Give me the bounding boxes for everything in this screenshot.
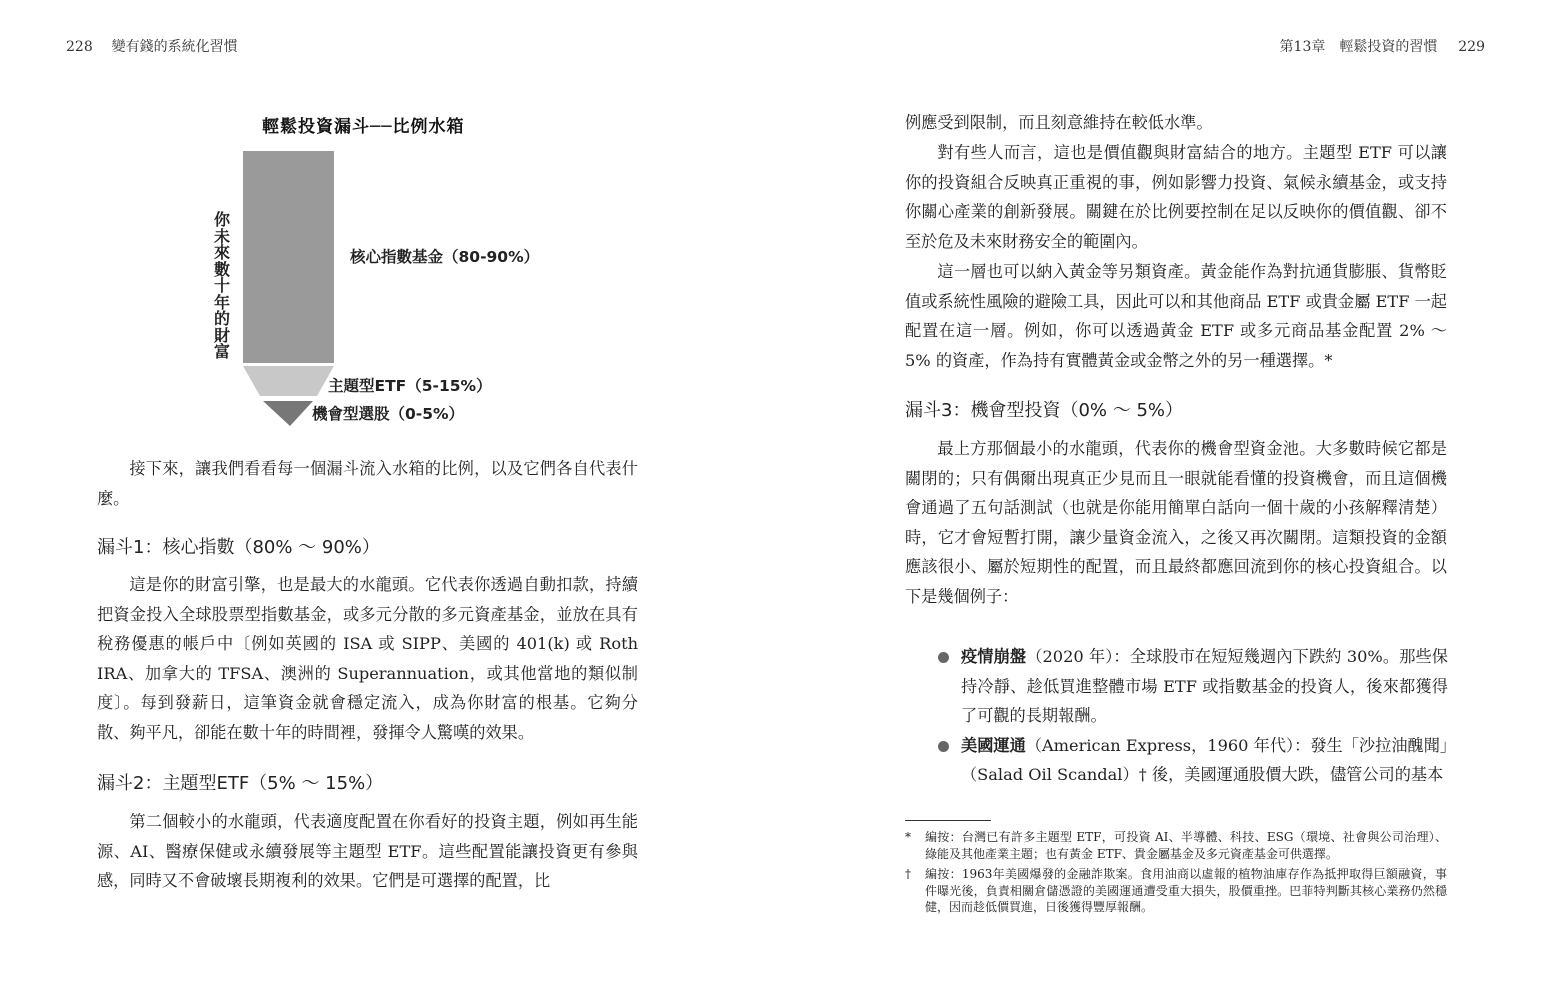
section1-body: 這是你的財富引擎，也是最大的水龍頭。它代表你透過自動扣款，持續把資金投入全球股票型指數基金，或多元分散的多元資產基金，並放在具有稅務優惠的帳戶中〔例如英國的 ISA 或 SIPP、美國的 401(k) 或 Roth IRA、加拿大的 TFSA、澳洲的 Superannuation，或其他當地的類似制度〕。每到發薪日，這筆資金就會穩定流入，成為你財富的根基。它夠分散、夠平凡，卻能在數十年的時間裡，發揮令人驚嘆的效果。 xyxy=(97,575,638,742)
list-item xyxy=(961,731,1448,790)
right-running-header xyxy=(1280,36,1485,56)
funnel-core-tank xyxy=(243,151,334,363)
chapter-title: 第13章 輕鬆投資的習慣 xyxy=(1279,39,1438,55)
intro-paragraph: 接下來，讓我們看看每一個漏斗流入水箱的比例，以及它們各自代表什麼。 xyxy=(97,459,638,508)
funnel-theme-section xyxy=(243,366,334,396)
section3-body: 最上方那個最小的水龍頭，代表你的機會型資金池。大多數時候它都是關閉的；只有偶爾出現真正少見而且一眼就能看懂的投資機會，而且這個機會通過了五句話測試（也就是你能用簡單白話向一個十歲的小孩解釋清楚）時，它才會短暫打開，讓少量資金流入，之後又再次關閉。這類投資的金額應該很小、屬於短期性的配置，而且最終都應回流到你的核心投資組合。以下是幾個例子： xyxy=(905,439,1447,606)
example-term: 美國運通 xyxy=(961,735,1026,755)
footnote-mark: * xyxy=(905,830,911,844)
figure-side-label: 你未來數十年的財富 xyxy=(214,210,231,361)
tier-theme-label: 主題型ETF（5-15%） xyxy=(328,377,492,395)
example-term: 疫情崩盤 xyxy=(961,647,1027,666)
tier-opportunity-label: 機會型選股（0-5%） xyxy=(312,405,465,423)
figure-title: 輕鬆投資漏斗──比例水箱 xyxy=(262,117,465,137)
continued-paragraph: 例應受到限制，而且刻意維持在較低水準。 xyxy=(905,113,1213,132)
section1-heading: 漏斗1：核心指數（80% ～ 90%） xyxy=(97,537,380,558)
section2-body: 第二個較小的水龍頭，代表適度配置在你看好的投資主題，例如再生能源、AI、醫療保健或永續發展等主題型 ETF。這些配置能讓投資更有參與感，同時又不會破壞長期複利的效果。它們是可選擇的配置，比 xyxy=(97,812,638,891)
left-running-header xyxy=(66,36,238,56)
left-page-number: 228 xyxy=(66,39,93,55)
list-item xyxy=(961,642,1448,731)
footnote-mark: † xyxy=(905,867,911,881)
footnote xyxy=(905,829,1447,862)
gold-paragraph: 這一層也可以納入黃金等另類資產。黃金能作為對抗通貨膨脹、貨幣貶值或系統性風險的避險工具，因此可以和其他商品 ETF 或貴金屬 ETF 一起配置在這一層。例如，你可以透過黃金 ETF 或多元商品基金配置 2% ～ 5% 的資產，作為持有實體黃金或金幣之外的另一種選擇。* xyxy=(905,262,1447,370)
footnote-text: 編按：台灣已有許多主題型 ETF，可投資 AI、半導體、科技、ESG（環境、社會與公司治理）、綠能及其他產業主題；也有黃金 ETF、貴金屬基金及多元資產基金可供選擇。 xyxy=(925,830,1447,861)
tier-core-label: 核心指數基金（80-90%） xyxy=(350,248,540,266)
footnote xyxy=(905,866,1447,916)
example-text: （American Express，1960 年代）：發生「沙拉油醜聞」（Salad Oil Scandal）† 後，美國運通股價大跌，儘管公司的基本 xyxy=(961,735,1449,785)
example-text: （2020 年）：全球股市在短短幾週內下跌約 30%。那些保持冷靜、趁低買進整體市場 ETF 或指數基金的投資人，後來都獲得了可觀的長期報酬。 xyxy=(961,647,1448,726)
book-title: 變有錢的系統化習慣 xyxy=(111,39,238,55)
bullet-icon xyxy=(938,741,949,752)
section3-heading: 漏斗3：機會型投資（0% ～ 5%） xyxy=(905,400,1184,421)
bullet-icon xyxy=(938,652,949,663)
footnotes xyxy=(905,829,1447,916)
right-page-number: 229 xyxy=(1458,39,1485,55)
examples-list xyxy=(961,642,1448,790)
values-paragraph: 對有些人而言，這也是價值觀與財富結合的地方。主題型 ETF 可以讓你的投資組合反映真正重視的事，例如影響力投資、氣候永續基金，或支持你關心產業的創新發展。關鍵在於比例要控制在足以反映你的價值觀、卻不至於危及未來財務安全的範圍內。 xyxy=(905,143,1447,251)
footnote-text: 編按：1963年美國爆發的金融詐欺案。食用油商以虛報的植物油庫存作為抵押取得巨額融資，事件曝光後，負責相關倉儲憑證的美國運通遭受重大損失，股價重挫。巴菲特判斷其核心業務仍然穩健，因而趁低價買進，日後獲得豐厚報酬。 xyxy=(925,867,1447,914)
footnote-rule xyxy=(905,820,991,821)
funnel-opportunity-section xyxy=(263,401,313,426)
section2-heading: 漏斗2：主題型ETF（5% ～ 15%） xyxy=(97,773,384,794)
